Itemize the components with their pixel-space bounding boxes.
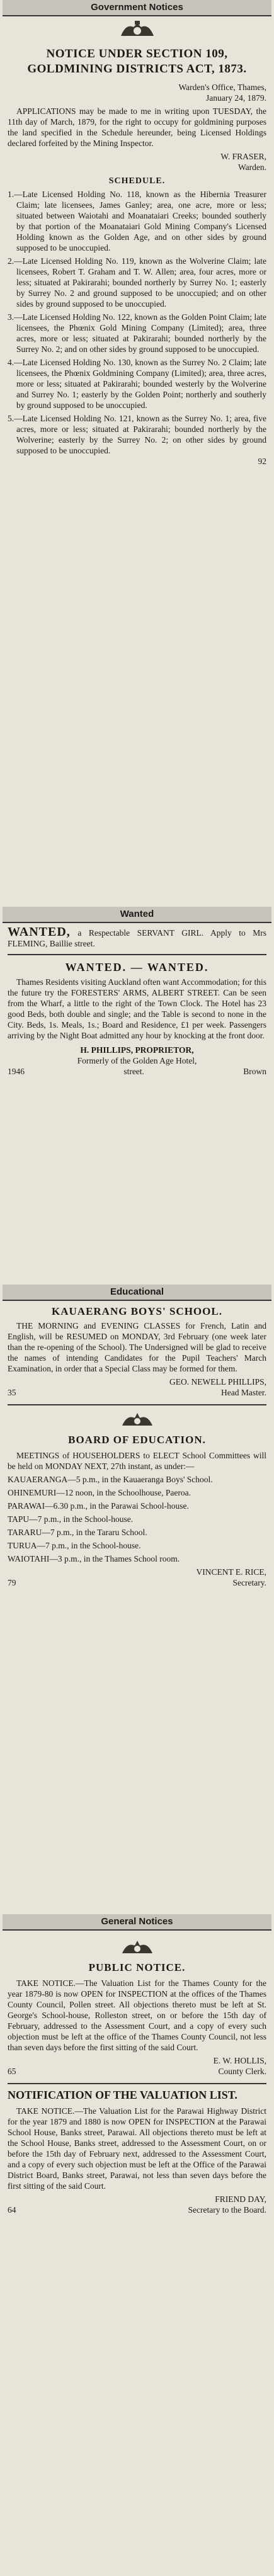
- ad-code: 65: [8, 2067, 16, 2076]
- divider: [8, 1404, 266, 1405]
- section-header: Wanted: [3, 907, 271, 922]
- section-header: General Notices: [3, 1914, 271, 1929]
- schedule-item: 5.—Late Licensed Holding No. 121, known as the Surrey No. 1; area, five acres, more or less; situated at Pakirarahi; bounded northerly by the Wolverine; easterly by the Surrey No. 2; on other sides by ground supposed to be unoccupied.: [8, 414, 266, 455]
- schedule-item: 4.—Late Licensed Holding No. 130, known as the Surrey No. 2 Claim; late licensees, the Phœnix Goldmining Company (Limited); area, three acres, more or less; situated at Pakirarahi; bounded westerly by the Wolverine and Surrey No. 1; easterly by the Golden Point; northerly and southerly by ground supposed to be unoccupied.: [8, 358, 266, 410]
- signer-name: W. FRASER,: [220, 152, 266, 161]
- valuation-body: TAKE NOTICE.—The Valuation List for the Parawai Highway District for the year 1879 and 1880 is now OPEN for INSPECTION at the Parawai School House, Banks street, Parawai. All objections thereto must be left at the School House, Banks street, addressed to the Assessment Court, on or before the 15th day of February next, addressed to the Assessment Court, and a copy of every such objection must be left at the Office of the Parawai District Board, Banks street, Parawai, not less than seven days before the first sitting of the said Court.: [8, 2106, 266, 2191]
- divider: [3, 15, 271, 16]
- royal-crest-icon: [115, 19, 159, 40]
- notice-body: APPLICATIONS may be made to me in writing upon TUESDAY, the 11th day of March, 1879, for the right to occupy for goldmining purposes the land specified in the Schedule hereunder, being Licensed Holdings declared forfeited by the Mining Inspector.: [8, 106, 266, 148]
- meeting-item: OHINEMURI—12 noon, in the Schoolhouse, Paeroa.: [8, 1488, 191, 1497]
- signer-title: Warden.: [237, 162, 266, 172]
- office-line: Warden's Office, Thames,: [178, 82, 266, 92]
- signer-name: GEO. NEWELL PHILLIPS,: [169, 1377, 266, 1387]
- board-body: MEETINGS of HOUSEHOLDERS to ELECT School Committees will be held on MONDAY NEXT, 27th instant, as under:—: [8, 1451, 266, 1471]
- divider: [8, 954, 266, 955]
- ad-place: Brown: [243, 1067, 266, 1076]
- notice-date: January 24, 1879.: [206, 93, 266, 103]
- school-title: KAUAERANG BOYS' SCHOOL.: [52, 1305, 222, 1317]
- signer-title: Head Master.: [221, 1388, 266, 1397]
- general-notices-section: [3, 1914, 271, 2576]
- meeting-item: WAIOTAHI—3 p.m., in the Thames School room.: [8, 1554, 180, 1563]
- schedule-item: 1.—Late Licensed Holding No. 118, known as the Hibernia Treasurer Claim; late licensees, James Ganley; area, one acre, more or less; situated between Waiotahi and Moanataiari Creeks; bounded southerly by that portion of the Moanataiari Gold Mining Company's Licensed Holding known as the Golden Age, and on other sides by ground supposed to be unoccupied.: [8, 190, 266, 252]
- meeting-item: KAUAERANGA—5 p.m., in the Kauaeranga Boys' School.: [8, 1475, 213, 1484]
- valuation-title: NOTIFICATION OF THE VALUATION LIST.: [8, 2089, 237, 2101]
- proprietor-name: H. PHILLIPS, PROPRIETOR,: [80, 1045, 194, 1055]
- board-title: BOARD OF EDUCATION.: [68, 1434, 206, 1446]
- signer-name: FRIEND DAY,: [215, 2194, 266, 2204]
- ad-street: street.: [123, 1067, 144, 1076]
- ad-heading: WANTED. — WANTED.: [65, 961, 209, 973]
- meeting-item: TARARU—7 p.m., in the Tararu School.: [8, 1528, 147, 1537]
- educational-section: [3, 1285, 271, 1908]
- ad-code: 79: [8, 1578, 16, 1587]
- proprietor-note: Formerly of the Golden Age Hotel,: [77, 1056, 197, 1065]
- ad-text: a Respectable SERVANT GIRL. Apply to Mrs FLEMING, Baillie street.: [8, 928, 267, 948]
- signer-name: E. W. HOLLIS,: [213, 2056, 266, 2065]
- ad-code: 35: [8, 1388, 16, 1397]
- schedule-item: 3.—Late Licensed Holding No. 122, known as the Golden Point Claim; late licensees, the Phœnix Gold Mining Company (Limited); area, three acres, more or less; situated at Pakirarahi; bounded northerly by the Surrey No. 2; and on other sides by ground supposed to be unoccupied.: [8, 312, 266, 354]
- signer-title: County Clerk.: [218, 2067, 266, 2076]
- schedule-item: 2.—Late Licensed Holding No. 119, known as the Wolverine Claim; late licensees, Robert T. Graham and T. W. Allen; area, four acres, more or less; situated at Pakirarahi; bounded northerly by Surrey No. 1; easterly by Surrey No. 2 and ground supposed to be unoccupied; and on other sides by ground supposed to be unoccupied.: [8, 256, 266, 309]
- ad-lead-word: WANTED,: [8, 925, 71, 939]
- government-notices-section: [3, 0, 271, 900]
- ad-body: Thames Residents visiting Auckland often want Accommodation; for this the future try the FORESTERS' ARMS, ALBERT STREET. Can be seen from the Wharf, a little to the right of the Town Clock. The Hotel has 23 good Beds, both double and single; and the Table is second to none in the City. Beds, 1s. Meals, 1s.; Board and Residence, £1 per week. Passengers arriving by the Night Boat admitted any hour by knocking at the front door.: [8, 977, 266, 1040]
- crest-icon: [115, 1937, 159, 1958]
- wanted-section: [3, 907, 271, 1278]
- signer-name: VINCENT E. RICE,: [196, 1567, 266, 1577]
- divider: [8, 2083, 266, 2084]
- meeting-item: TURUA—7 p.m., in the School-house.: [8, 1541, 141, 1550]
- notice-title: NOTICE UNDER SECTION 109, GOLDMINING DISTRICTS ACT, 1873.: [27, 47, 247, 76]
- ad-code: 92: [258, 457, 266, 466]
- signer-title: Secretary.: [232, 1578, 266, 1587]
- schedule-heading: SCHEDULE.: [108, 176, 166, 186]
- meeting-item: TAPU—7 p.m., in the School-house.: [8, 1514, 134, 1524]
- ad-code: 1946: [8, 1067, 25, 1076]
- section-header: Government Notices: [3, 0, 271, 15]
- public-notice-title: PUBLIC NOTICE.: [88, 1961, 186, 1973]
- section-header: Educational: [3, 1285, 271, 1300]
- signer-title: Secretary to the Board.: [188, 2205, 266, 2215]
- crest-icon: [115, 1409, 159, 1431]
- meeting-item: PARAWAI—6.30 p.m., in the Parawai School-house.: [8, 1501, 189, 1511]
- school-notice-body: THE MORNING and EVENING CLASSES for French, Latin and English, will be RESUMED on MONDAY, 3rd February (one week later than the re-opening of the School). The Undersigned will be glad to receive the names of intending Candidates for the Pupil Teachers' March Examination, in order that a Special Class may be formed for them.: [8, 1321, 266, 1373]
- public-notice-body: TAKE NOTICE.—The Valuation List for the Thames County for the year 1879-80 is now OPEN for INSPECTION at the offices of the Thames County Council, Pollen street. All objections thereto must be left at St. George's School-house, Rolleston street, on or before the 15th day of February, addressed to the Assessment Court, and a copy of every such objection must be left at the office of the Thames County Council, not less than seven days before the first sitting of the said Court.: [8, 1978, 266, 2052]
- ad-code: 64: [8, 2205, 16, 2215]
